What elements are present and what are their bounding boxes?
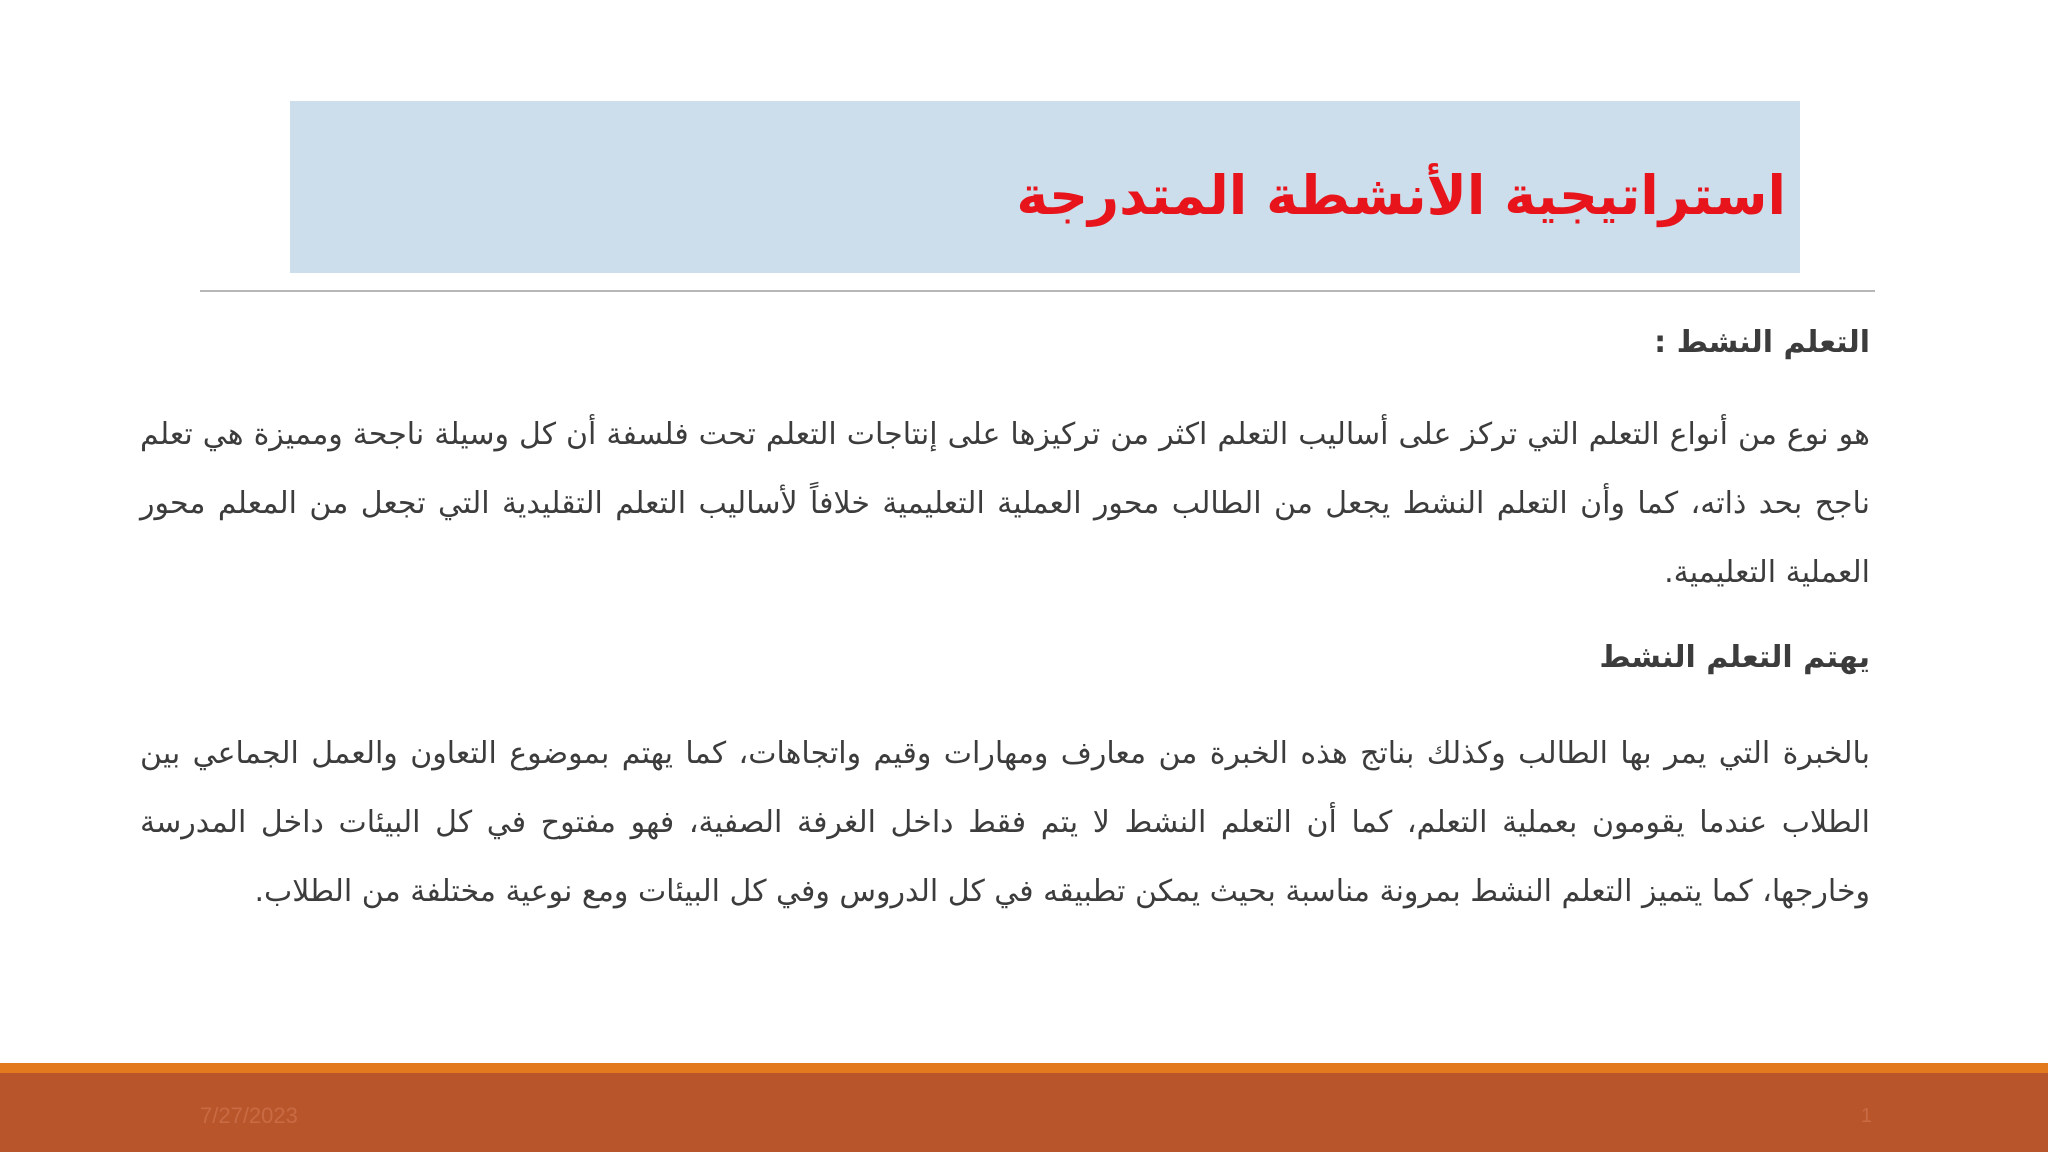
slide-title: استراتيجية الأنشطة المتدرجة xyxy=(1016,164,1786,227)
footer-accent-stripe xyxy=(0,1063,2048,1073)
spacer xyxy=(140,370,1870,400)
title-divider xyxy=(200,290,1875,292)
heading-active-learning: التعلم النشط : xyxy=(1654,325,1870,360)
spacer xyxy=(140,685,1870,719)
heading-active-learning-cares: يهتم التعلم النشط xyxy=(1599,640,1870,675)
paragraph-details: بالخبرة التي يمر بها الطالب وكذلك بناتج هذه الخبرة من معارف ومهارات وقيم واتجاهات، كما يهتم بموضوع التعاون والعمل الجماعي بين الطلاب عندما يقومون بعملية التعلم، كما أن التعلم النشط لا يتم فقط داخل الغرفة الصفية، فهو مفتوح في كل البيئات داخل المدرسة وخارجها، كما يتميز التعلم النشط بمرونة مناسبة بحيث يمكن تطبيقه في كل الدروس وفي كل البيئات ومع نوعية مختلفة من الطلاب. xyxy=(140,736,1870,909)
slide-number: 1 xyxy=(1860,1105,1872,1127)
footer-date: 7/27/2023 xyxy=(200,1103,298,1128)
paragraph-definition: هو نوع من أنواع التعلم التي تركز على أساليب التعلم اكثر من تركيزها على إنتاجات التعلم تحت فلسفة أن كل وسيلة ناجحة ومميزة هي تعلم ناجح بحد ذاته، كما وأن التعلم النشط يجعل من الطالب محور العملية التعليمية خلافاً لأساليب التعلم التقليدية التي تجعل من المعلم محور العملية التعليمية. xyxy=(140,417,1870,590)
spacer xyxy=(140,607,1870,631)
slide-body xyxy=(140,316,1870,926)
footer-bar xyxy=(0,1073,2048,1152)
title-box xyxy=(290,101,1800,273)
